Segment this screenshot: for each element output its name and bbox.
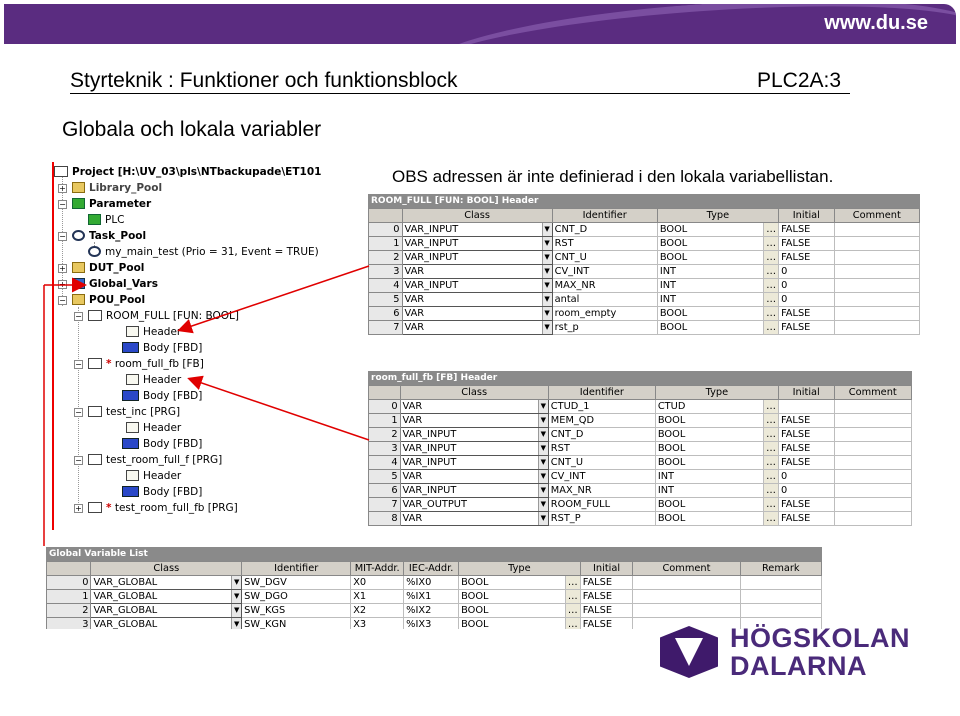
tree-room-full-fb[interactable]: − * room_full_fb [FB] [75,358,204,370]
column-header[interactable]: Comment [633,562,740,576]
class-value: VAR [402,471,423,482]
initial-cell[interactable]: FALSE [580,618,633,630]
mit-addr-cell[interactable]: X0 [351,576,404,590]
row-index: 5 [369,293,403,307]
identifier-cell[interactable]: antal [552,293,657,307]
tree-room-full-fb-header[interactable]: Header [126,372,181,388]
dropdown-arrow-icon[interactable]: ▼ [538,484,548,497]
column-header[interactable]: Type [657,209,778,223]
type-browse-button[interactable]: … [764,223,779,237]
dropdown-arrow-icon[interactable]: ▼ [542,293,552,306]
identifier-cell[interactable]: CNT_U [552,251,657,265]
row-index: 0 [47,576,91,590]
type-browse-button[interactable]: … [764,321,779,335]
type-browse-button[interactable]: … [764,237,779,251]
class-value: VAR_INPUT [404,280,459,291]
column-header[interactable]: Identifier [552,209,657,223]
class-value: VAR_INPUT [402,485,457,496]
collapse-icon[interactable]: − [75,359,82,369]
tree-test-inc-header[interactable]: Header [126,420,181,436]
class-value: VAR_GLOBAL [93,577,158,588]
column-header[interactable]: Initial [779,209,835,223]
initial-cell[interactable]: FALSE [779,321,835,335]
identifier-cell[interactable]: MAX_NR [552,279,657,293]
type-cell[interactable]: INT [657,279,763,293]
column-header[interactable]: MIT-Addr. [351,562,404,576]
tree-test-inc[interactable]: − test_inc [PRG] [75,406,181,418]
type-browse-button[interactable]: … [764,456,779,470]
mit-addr-cell[interactable]: X3 [351,618,404,630]
tree-global-vars[interactable]: + Global_Vars [59,278,158,290]
initial-cell[interactable]: FALSE [580,604,633,618]
identifier-cell[interactable]: MEM_QD [548,414,655,428]
type-browse-button[interactable]: … [565,604,580,618]
type-cell[interactable]: INT [657,293,763,307]
expand-icon[interactable]: + [59,183,66,193]
initial-cell[interactable]: FALSE [580,590,633,604]
column-header[interactable]: Identifier [548,386,655,400]
type-browse-button[interactable]: … [764,279,779,293]
row-index: 4 [369,456,401,470]
type-cell[interactable]: BOOL [655,512,763,526]
slide-subtitle: Globala och lokala variabler [62,118,322,141]
dropdown-arrow-icon[interactable]: ▼ [542,321,552,334]
identifier-cell[interactable]: RST [548,442,655,456]
tree-room-full-header[interactable]: Header [126,324,181,340]
dropdown-arrow-icon[interactable]: ▼ [542,279,552,292]
type-cell[interactable]: INT [655,484,763,498]
tree-dut-pool[interactable]: + DUT_Pool [59,262,145,274]
type-browse-button[interactable]: … [565,576,580,590]
logo-mark-icon [660,626,718,678]
type-browse-button[interactable]: … [764,414,779,428]
dropdown-arrow-icon[interactable]: ▼ [538,428,548,441]
column-header[interactable]: Class [400,386,548,400]
class-value: VAR [402,513,423,524]
tree-test-room-full-f-body[interactable]: Body [FBD] [122,484,202,500]
class-value: VAR_GLOBAL [93,591,158,602]
initial-cell[interactable]: FALSE [779,307,835,321]
initial-cell[interactable]: FALSE [778,428,834,442]
dropdown-arrow-icon[interactable]: ▼ [231,590,241,603]
row-index: 0 [369,400,401,414]
dropdown-arrow-icon[interactable]: ▼ [542,251,552,264]
identifier-cell[interactable]: ROOM_FULL [548,498,655,512]
type-browse-button[interactable]: … [764,484,779,498]
collapse-icon[interactable]: − [59,231,66,241]
class-value: VAR_INPUT [402,429,457,440]
identifier-cell[interactable]: CNT_U [548,456,655,470]
dropdown-arrow-icon[interactable]: ▼ [538,442,548,455]
type-cell[interactable]: CTUD [655,400,763,414]
type-browse-button[interactable]: … [764,428,779,442]
row-index: 7 [369,498,401,512]
initial-cell[interactable]: FALSE [580,576,633,590]
row-index: 7 [369,321,403,335]
identifier-cell[interactable]: CV_INT [548,470,655,484]
column-header[interactable]: Initial [580,562,633,576]
class-value: VAR_INPUT [404,252,459,263]
class-value: VAR_GLOBAL [93,605,158,616]
type-cell[interactable]: BOOL [655,428,763,442]
row-index: 2 [47,604,91,618]
initial-cell[interactable]: FALSE [778,442,834,456]
row-index: 1 [369,414,401,428]
column-header[interactable]: Type [655,386,778,400]
expand-icon[interactable]: + [59,263,66,273]
mit-addr-cell[interactable]: X2 [351,604,404,618]
tree-library-pool[interactable]: + Library_Pool [59,182,163,194]
type-cell[interactable]: BOOL [655,414,763,428]
tree-test-inc-body[interactable]: Body [FBD] [122,436,202,452]
modified-marker: * [106,502,112,514]
type-cell[interactable]: BOOL [655,498,763,512]
identifier-cell[interactable]: rst_p [552,321,657,335]
dropdown-arrow-icon[interactable]: ▼ [231,576,241,589]
identifier-cell[interactable]: SW_DGV [242,576,351,590]
type-cell[interactable]: BOOL [459,618,566,630]
modified-marker: * [106,358,112,370]
type-cell[interactable]: BOOL [657,223,763,237]
column-header[interactable]: Remark [740,562,821,576]
global-list-caption: Global Variable List [46,547,822,561]
tree-pou-pool[interactable]: − POU_Pool [59,294,146,306]
logo-line2: DALARNA [730,651,867,681]
type-cell[interactable]: BOOL [459,576,566,590]
tree-test-room-full-fb[interactable]: + * test_room_full_fb [PRG] [75,502,238,514]
column-header[interactable]: Class [91,562,242,576]
mit-addr-cell[interactable]: X1 [351,590,404,604]
dropdown-arrow-icon[interactable]: ▼ [538,414,548,427]
column-header[interactable]: Type [459,562,581,576]
class-value: VAR [404,308,425,319]
initial-cell[interactable]: 0 [778,470,834,484]
column-header[interactable]: Identifier [242,562,351,576]
class-value: VAR_INPUT [404,238,459,249]
class-value: VAR_GLOBAL [93,619,158,629]
tree-room-full-fb-body[interactable]: Body [FBD] [122,388,202,404]
type-cell[interactable]: BOOL [655,442,763,456]
row-index: 6 [369,484,401,498]
logo-line1: HÖGSKOLAN [730,623,910,653]
identifier-cell[interactable]: CV_INT [552,265,657,279]
type-browse-button[interactable]: … [764,470,779,484]
identifier-cell[interactable]: RST [552,237,657,251]
type-cell[interactable]: INT [655,470,763,484]
iec-addr-cell[interactable]: %IX0 [404,576,459,590]
type-cell[interactable]: BOOL [655,456,763,470]
row-index: 1 [369,237,403,251]
collapse-icon[interactable]: − [75,455,82,465]
initial-cell[interactable]: 0 [778,484,834,498]
dropdown-arrow-icon[interactable]: ▼ [542,265,552,278]
class-value: VAR [404,266,425,277]
arrow-to-fb-header [190,379,369,440]
row-index: 1 [47,590,91,604]
class-value: VAR_INPUT [404,224,459,235]
class-value: VAR_INPUT [402,457,457,468]
dropdown-arrow-icon[interactable]: ▼ [538,400,548,413]
class-value: VAR_INPUT [402,443,457,454]
tree-task-pool[interactable]: − Task_Pool [59,230,147,242]
initial-cell[interactable]: FALSE [778,456,834,470]
class-value: VAR [402,401,423,412]
expand-icon[interactable]: + [75,503,82,513]
class-value: VAR [404,322,425,333]
dropdown-arrow-icon[interactable]: ▼ [538,456,548,469]
dropdown-arrow-icon[interactable]: ▼ [542,237,552,250]
dropdown-arrow-icon[interactable]: ▼ [538,470,548,483]
identifier-cell[interactable]: SW_KGS [242,604,351,618]
identifier-cell[interactable]: CTUD_1 [548,400,655,414]
fb-header-caption: room_full_fb [FB] Header [368,371,912,385]
row-index: 6 [369,307,403,321]
type-browse-button[interactable]: … [764,265,779,279]
class-value: VAR [402,415,423,426]
type-browse-button[interactable]: … [764,442,779,456]
initial-cell[interactable]: FALSE [779,237,835,251]
dropdown-arrow-icon[interactable]: ▼ [538,512,548,525]
collapse-icon[interactable]: − [75,407,82,417]
initial-cell[interactable]: FALSE [778,498,834,512]
identifier-cell[interactable]: CNT_D [552,223,657,237]
iec-addr-cell[interactable]: %IX3 [404,618,459,630]
type-cell[interactable]: INT [657,265,763,279]
row-index: 3 [369,265,403,279]
type-browse-button[interactable]: … [764,512,779,526]
type-browse-button[interactable]: … [764,400,779,414]
identifier-cell[interactable]: SW_KGN [242,618,351,630]
tree-room-full[interactable]: − ROOM_FULL [FUN: BOOL] [75,310,239,322]
row-index: 2 [369,428,401,442]
identifier-cell[interactable]: room_empty [552,307,657,321]
expand-icon[interactable]: + [59,279,66,289]
type-cell[interactable]: BOOL [657,237,763,251]
tree-room-full-body[interactable]: Body [FBD] [122,340,202,356]
initial-cell[interactable]: FALSE [778,414,834,428]
initial-cell[interactable]: 0 [779,279,835,293]
column-header[interactable]: Class [402,209,552,223]
initial-cell[interactable]: 0 [779,265,835,279]
column-header[interactable]: Initial [778,386,834,400]
type-cell[interactable]: BOOL [459,604,566,618]
collapse-icon[interactable]: − [59,295,66,305]
column-header[interactable]: Comment [834,386,912,400]
column-header[interactable]: IEC-Addr. [404,562,459,576]
identifier-cell[interactable]: CNT_D [548,428,655,442]
column-header[interactable]: Comment [834,209,919,223]
slide-code: PLC2A:3 [757,69,842,92]
arrow-to-fun-header [180,266,369,330]
type-cell[interactable]: BOOL [657,321,763,335]
fun-header-caption: ROOM_FULL [FUN: BOOL] Header [368,194,920,208]
slide-note: OBS adressen är inte definierad i den lokala variabellistan. [392,167,834,186]
type-browse-button[interactable]: … [565,618,580,630]
row-index: 5 [369,470,401,484]
row-index: 0 [369,223,403,237]
initial-cell[interactable]: 0 [779,293,835,307]
dropdown-arrow-icon[interactable]: ▼ [231,604,241,617]
row-index: 8 [369,512,401,526]
type-browse-button[interactable]: … [764,307,779,321]
tree-my-main-test[interactable]: my_main_test (Prio = 31, Event = TRUE) [88,244,319,260]
initial-cell[interactable]: FALSE [778,512,834,526]
iec-addr-cell[interactable]: %IX2 [404,604,459,618]
initial-cell[interactable]: FALSE [779,223,835,237]
iec-addr-cell[interactable]: %IX1 [404,590,459,604]
type-cell[interactable]: BOOL [657,307,763,321]
tree-project[interactable]: Project [H:\UV_03\pls\NTbackupade\ET101 [54,164,321,180]
row-index: 4 [369,279,403,293]
row-index: 2 [369,251,403,265]
dropdown-arrow-icon[interactable]: ▼ [542,223,552,236]
collapse-icon[interactable]: − [75,311,82,321]
tree-parameter[interactable]: − Parameter [59,198,152,210]
type-browse-button[interactable]: … [764,498,779,512]
site-url: www.du.se [824,12,928,34]
identifier-cell[interactable]: RST_P [548,512,655,526]
row-index: 3 [47,618,91,630]
slide-title: Styrteknik : Funktioner och funktionsblock [70,69,458,92]
tree-test-room-full-f-header[interactable]: Header [126,468,181,484]
identifier-cell[interactable]: SW_DGO [242,590,351,604]
type-cell[interactable]: BOOL [657,251,763,265]
row-index: 3 [369,442,401,456]
dropdown-arrow-icon[interactable]: ▼ [231,618,241,629]
type-cell[interactable]: BOOL [459,590,566,604]
dropdown-arrow-icon[interactable]: ▼ [538,498,548,511]
university-logo [660,622,940,682]
type-browse-button[interactable]: … [565,590,580,604]
collapse-icon[interactable]: − [59,199,66,209]
tree-test-room-full-f[interactable]: − test_room_full_f [PRG] [75,454,223,466]
type-browse-button[interactable]: … [764,293,779,307]
identifier-cell[interactable]: MAX_NR [548,484,655,498]
initial-cell[interactable]: FALSE [779,251,835,265]
dropdown-arrow-icon[interactable]: ▼ [542,307,552,320]
type-browse-button[interactable]: … [764,251,779,265]
class-value: VAR [404,294,425,305]
class-value: VAR_OUTPUT [402,499,467,510]
tree-plc[interactable]: PLC [88,212,125,228]
